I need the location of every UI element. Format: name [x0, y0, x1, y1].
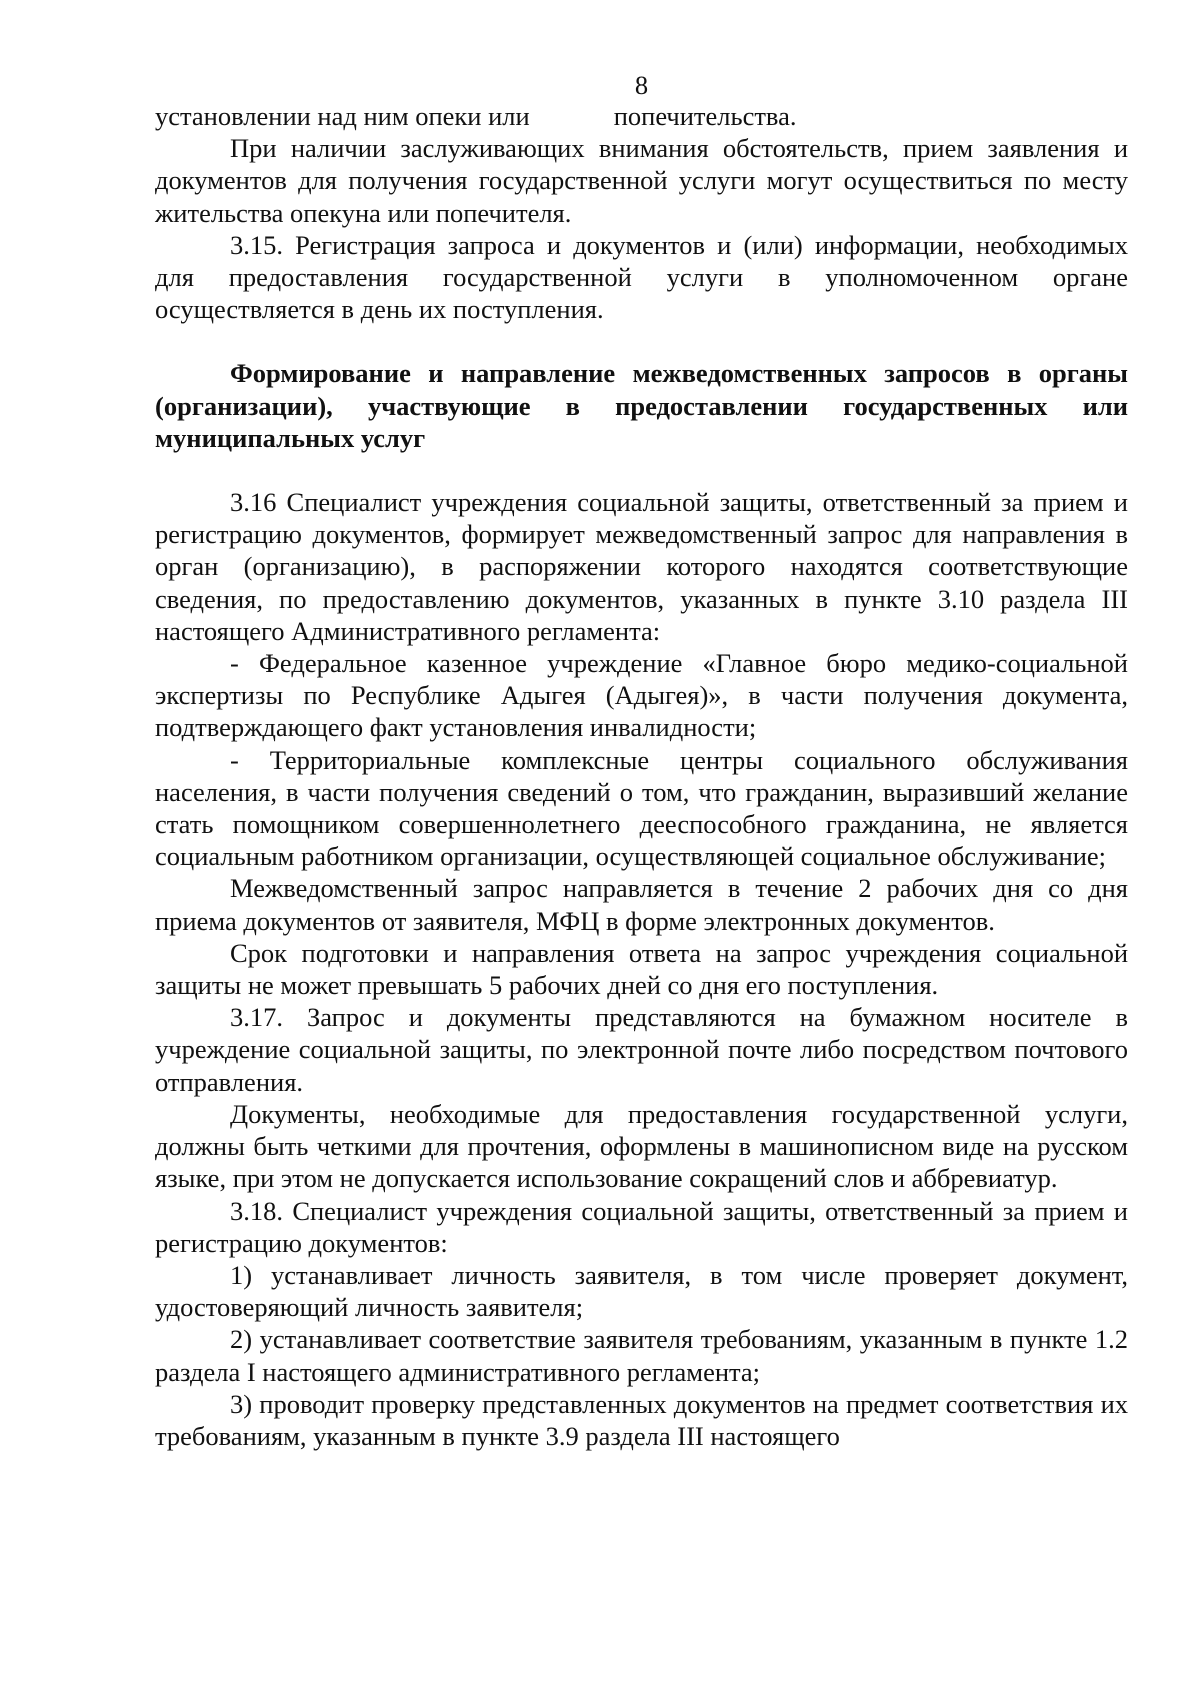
paragraph-3-18: 3.18. Специалист учреждения социальной защиты, ответственный за прием и регистрацию документов:: [155, 1195, 1128, 1258]
paragraph-3-15: 3.15. Регистрация запроса и документов и (или) информации, необходимых для предоставления государственной услуги в уполномоченном органе осуществляется в день их поступления.: [155, 229, 1128, 325]
paragraph-document-requirements: Документы, необходимые для предоставления государственной услуги, должны быть четкими для прочтения, оформлены в машинописном виде на русском языке, при этом не допускается использование сокращений слов и аббревиатур.: [155, 1098, 1128, 1194]
document-page: [155, 70, 1128, 1452]
paragraph-3-17: 3.17. Запрос и документы представляются на бумажном носителе в учреждение социальной защиты, по электронной почте либо посредством почтового отправления.: [155, 1002, 1128, 1097]
paragraph-continuation-part-a: установлении над ним опеки или: [155, 101, 530, 131]
paragraph-continuation-part-b: попечительства.: [613, 101, 797, 131]
paragraph-response-deadline: Срок подготовки и направления ответа на запрос учреждения социальной защиты не может превышать 5 рабочих дней со дня его поступления.: [155, 937, 1128, 1001]
list-item-1: 1) устанавливает личность заявителя, в том числе проверяет документ, удостоверяющий личность заявителя;: [155, 1259, 1128, 1323]
paragraph-guardian-residence: При наличии заслуживающих внимания обстоятельств, прием заявления и документов для получения государственной услуги могут осуществиться по месту жительства опекуна или попечителя.: [155, 133, 1128, 228]
section-heading: Формирование и направление межведомственных запросов в органы (организации), участвующие в предоставлении государственных или муниципальных услуг: [155, 358, 1128, 453]
list-item-3: 3) проводит проверку представленных документов на предмет соответствия их требованиям, указанным в пункте 3.9 раздела III настоящего: [155, 1388, 1128, 1451]
page-number: 8: [634, 70, 649, 100]
list-item-2: 2) устанавливает соответствие заявителя требованиям, указанным в пункте 1.2 раздела I настоящего административного регламента;: [155, 1324, 1128, 1387]
paragraph-3-16: 3.16 Специалист учреждения социальной защиты, ответственный за прием и регистрацию документов, формирует межведомственный запрос для направления в орган (организацию), в распоряжении которого находятся соответствующие сведения, по предоставлению документов, указанных в пункте 3.10 раздела III настоящего Административного регламента:: [155, 487, 1128, 646]
paragraph-continuation: [155, 100, 1128, 132]
list-item-territorial-centers: - Территориальные комплексные центры социального обслуживания населения, в части получения сведений о том, что гражданин, выразивший желание стать помощником совершеннолетнего дееспособного гражданина, не является социальным работником организации, осуществляющей социальное обслуживание;: [155, 744, 1128, 872]
paragraph-request-deadline: Межведомственный запрос направляется в течение 2 рабочих дня со дня приема документов от заявителя, МФЦ в форме электронных документов.: [155, 873, 1128, 936]
list-item-federal-institution: - Федеральное казенное учреждение «Главное бюро медико-социальной экспертизы по Республике Адыгея (Адыгея)», в части получения документа, подтверждающего факт установления инвалидности;: [155, 648, 1128, 743]
